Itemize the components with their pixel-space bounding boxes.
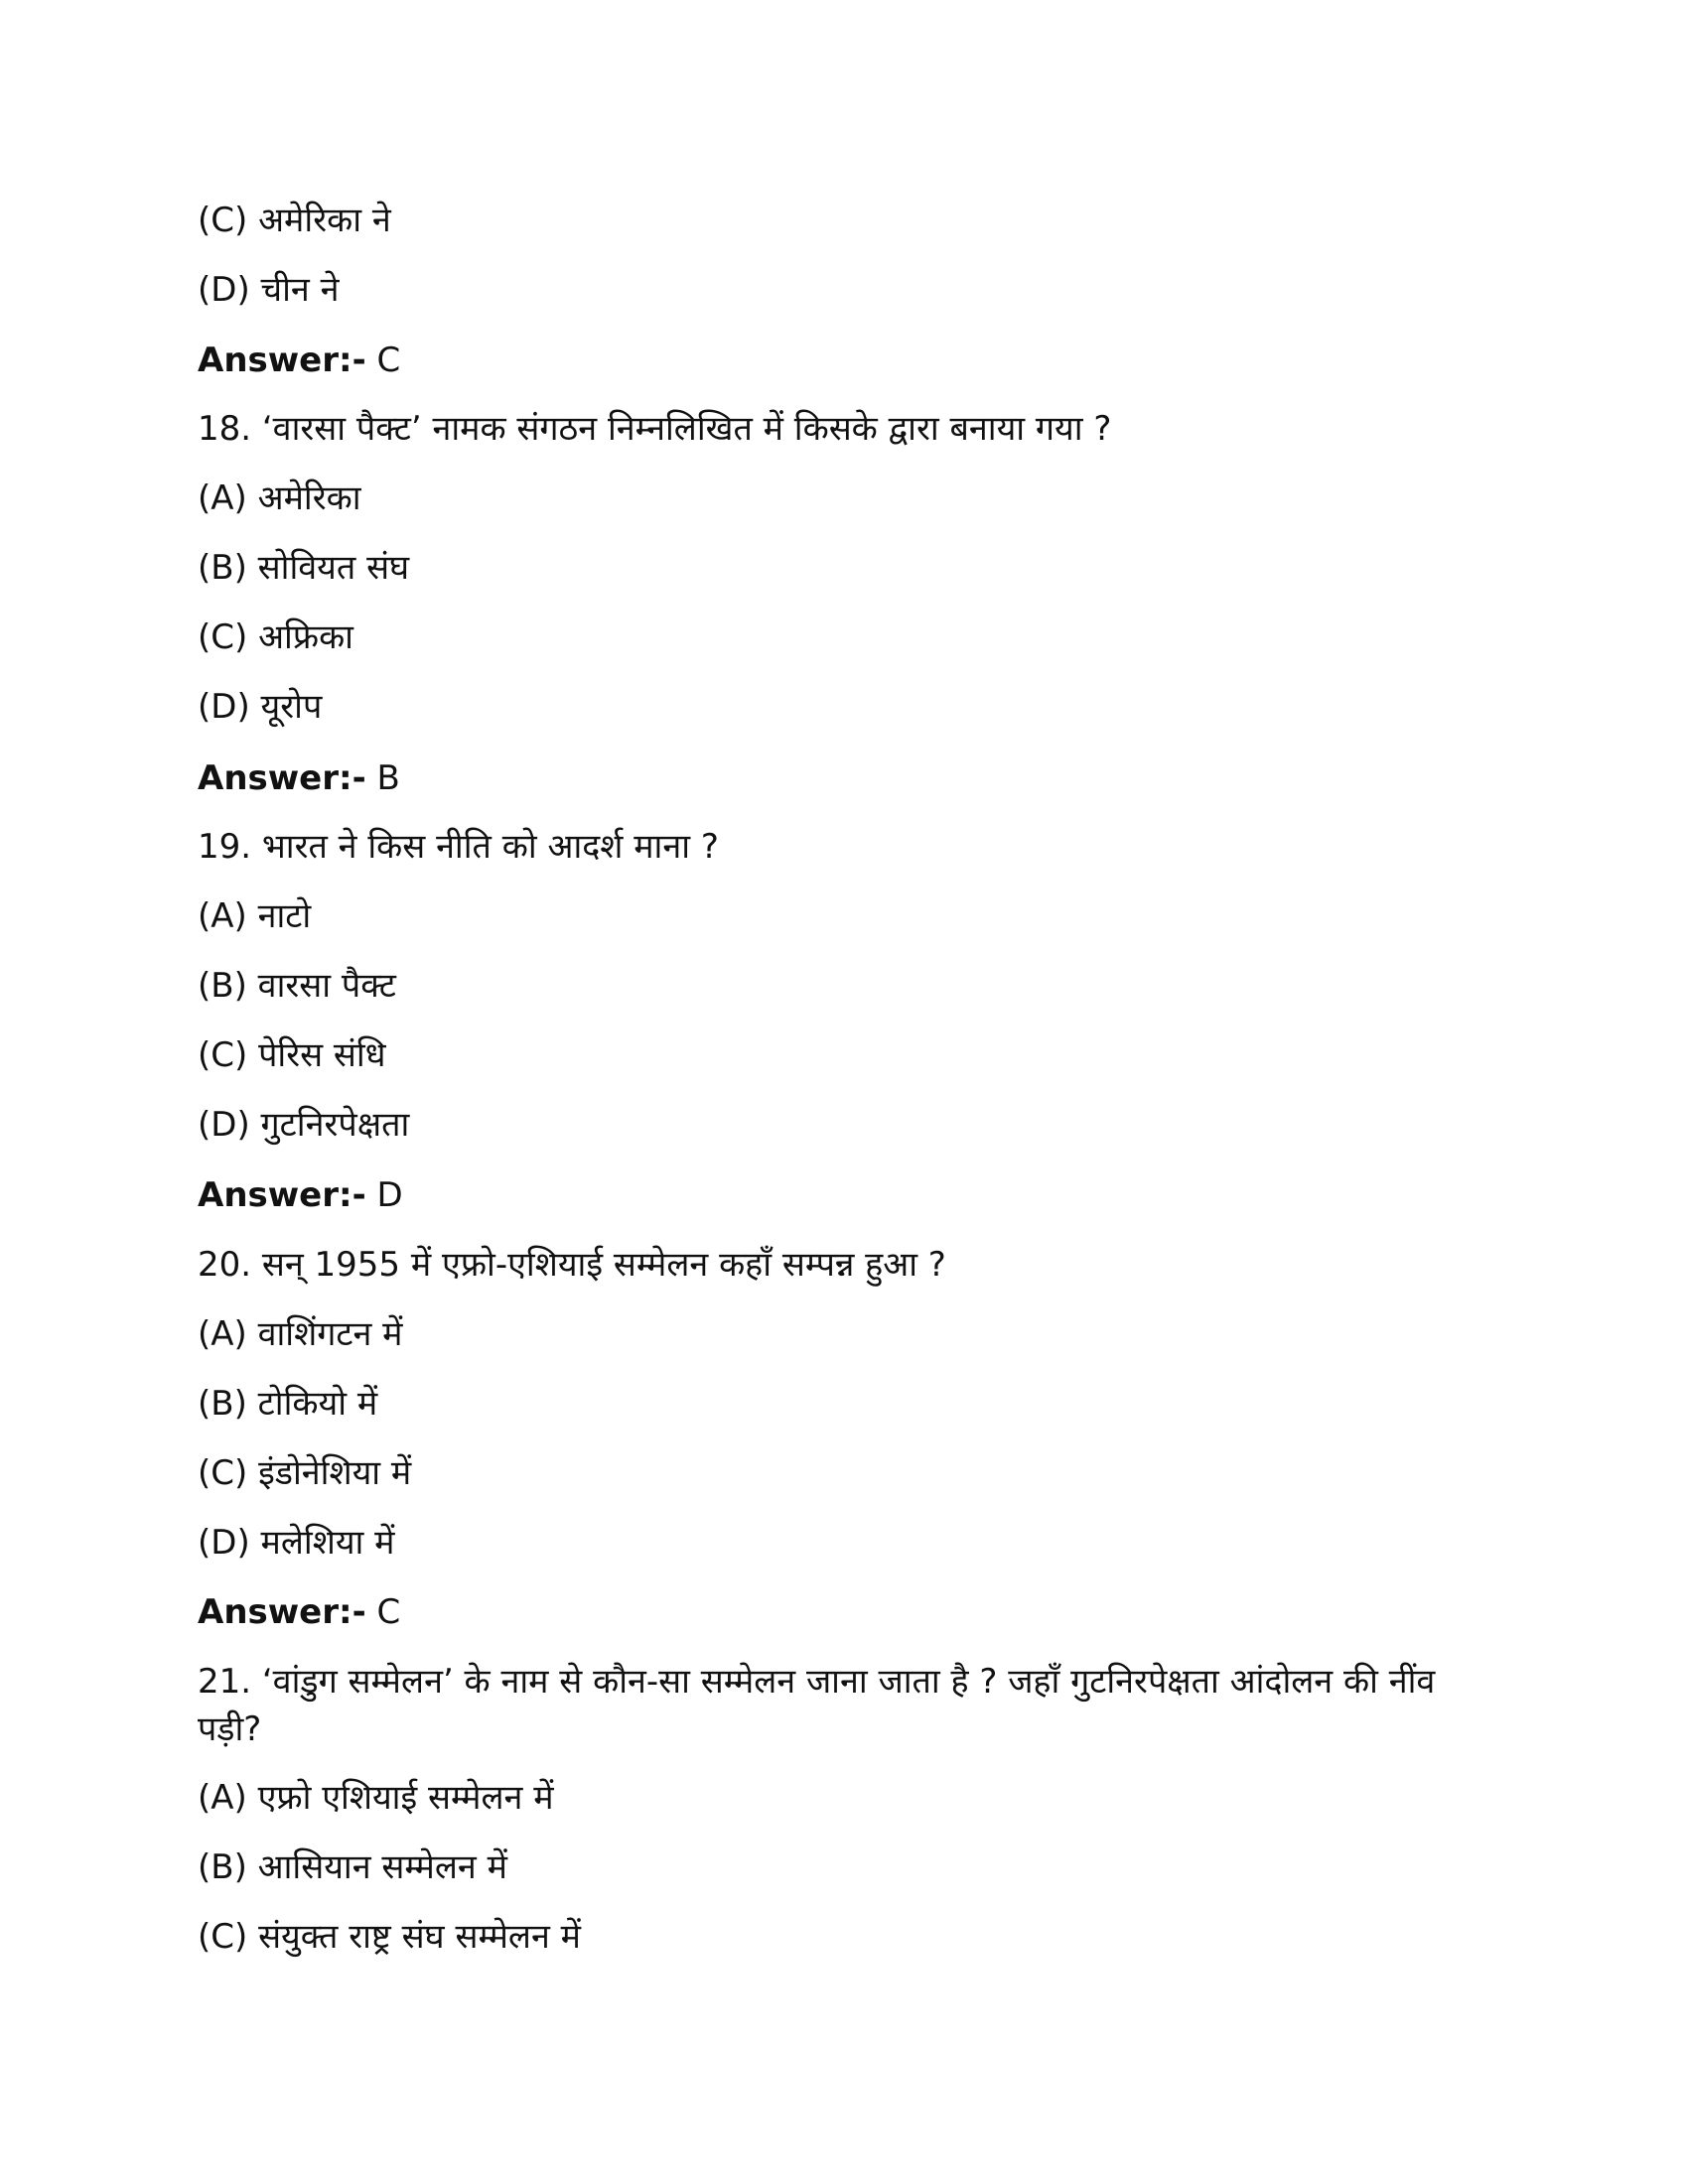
question-text: 20. सन् 1955 में एफ्रो-एशियाई सम्मेलन कहाँ सम्पन्न हुआ ? <box>198 1245 946 1285</box>
answer-line <box>198 754 1488 802</box>
option-a: (A) वाशिंगटन में <box>198 1314 403 1354</box>
option-c: (C) इंडोनेशिया में <box>198 1453 412 1493</box>
answer-line <box>198 1588 1488 1636</box>
answer-value: B <box>365 758 400 798</box>
option-d: (D) चीन ने <box>198 270 340 310</box>
option-b: (B) वारसा पैक्ट <box>198 966 396 1006</box>
answer-label: Answer:- <box>198 1592 366 1632</box>
option-b: (B) टोकियो में <box>198 1384 378 1424</box>
option-c: (C) संयुक्त राष्ट्र संघ सम्मेलन में <box>198 1917 581 1957</box>
answer-label: Answer:- <box>198 341 366 380</box>
option-d: (D) यूरोप <box>198 687 323 727</box>
option-d: (D) गुटनिरपेक्षता <box>198 1105 410 1145</box>
option-c: (C) अमेरिका ने <box>198 201 391 240</box>
answer-label: Answer:- <box>198 758 366 798</box>
option-b: (B) आसियान सम्मेलन में <box>198 1847 507 1887</box>
option-a: (A) नाटो <box>198 896 312 936</box>
question-text: 21. ‘वांडुग सम्मेलन’ के नाम से कौन-सा सम्मेलन जाना जाता है ? जहाँ गुटनिरपेक्षता आंदोलन की नींव पड़ी? <box>198 1662 1436 1749</box>
option-d: (D) मलेशिया में <box>198 1523 395 1563</box>
option-c: (C) अफ्रिका <box>198 617 353 657</box>
option-b: (B) सोवियत संघ <box>198 548 410 588</box>
answer-line <box>198 1171 1488 1219</box>
answer-value: C <box>365 1592 401 1632</box>
answer-line <box>198 337 1488 384</box>
option-a: (A) अमेरिका <box>198 478 361 518</box>
answer-label: Answer:- <box>198 1175 366 1215</box>
question-text: 19. भारत ने किस नीति को आदर्श माना ? <box>198 827 719 867</box>
answer-value: D <box>365 1175 403 1215</box>
option-c: (C) पेरिस संधि <box>198 1035 386 1075</box>
answer-value: C <box>365 341 401 380</box>
option-a: (A) एफ्रो एशियाई सम्मेलन में <box>198 1778 554 1818</box>
question-text: 18. ‘वारसा पैक्ट’ नामक संगठन निम्नलिखित में किसके द्वारा बनाया गया ? <box>198 409 1112 449</box>
